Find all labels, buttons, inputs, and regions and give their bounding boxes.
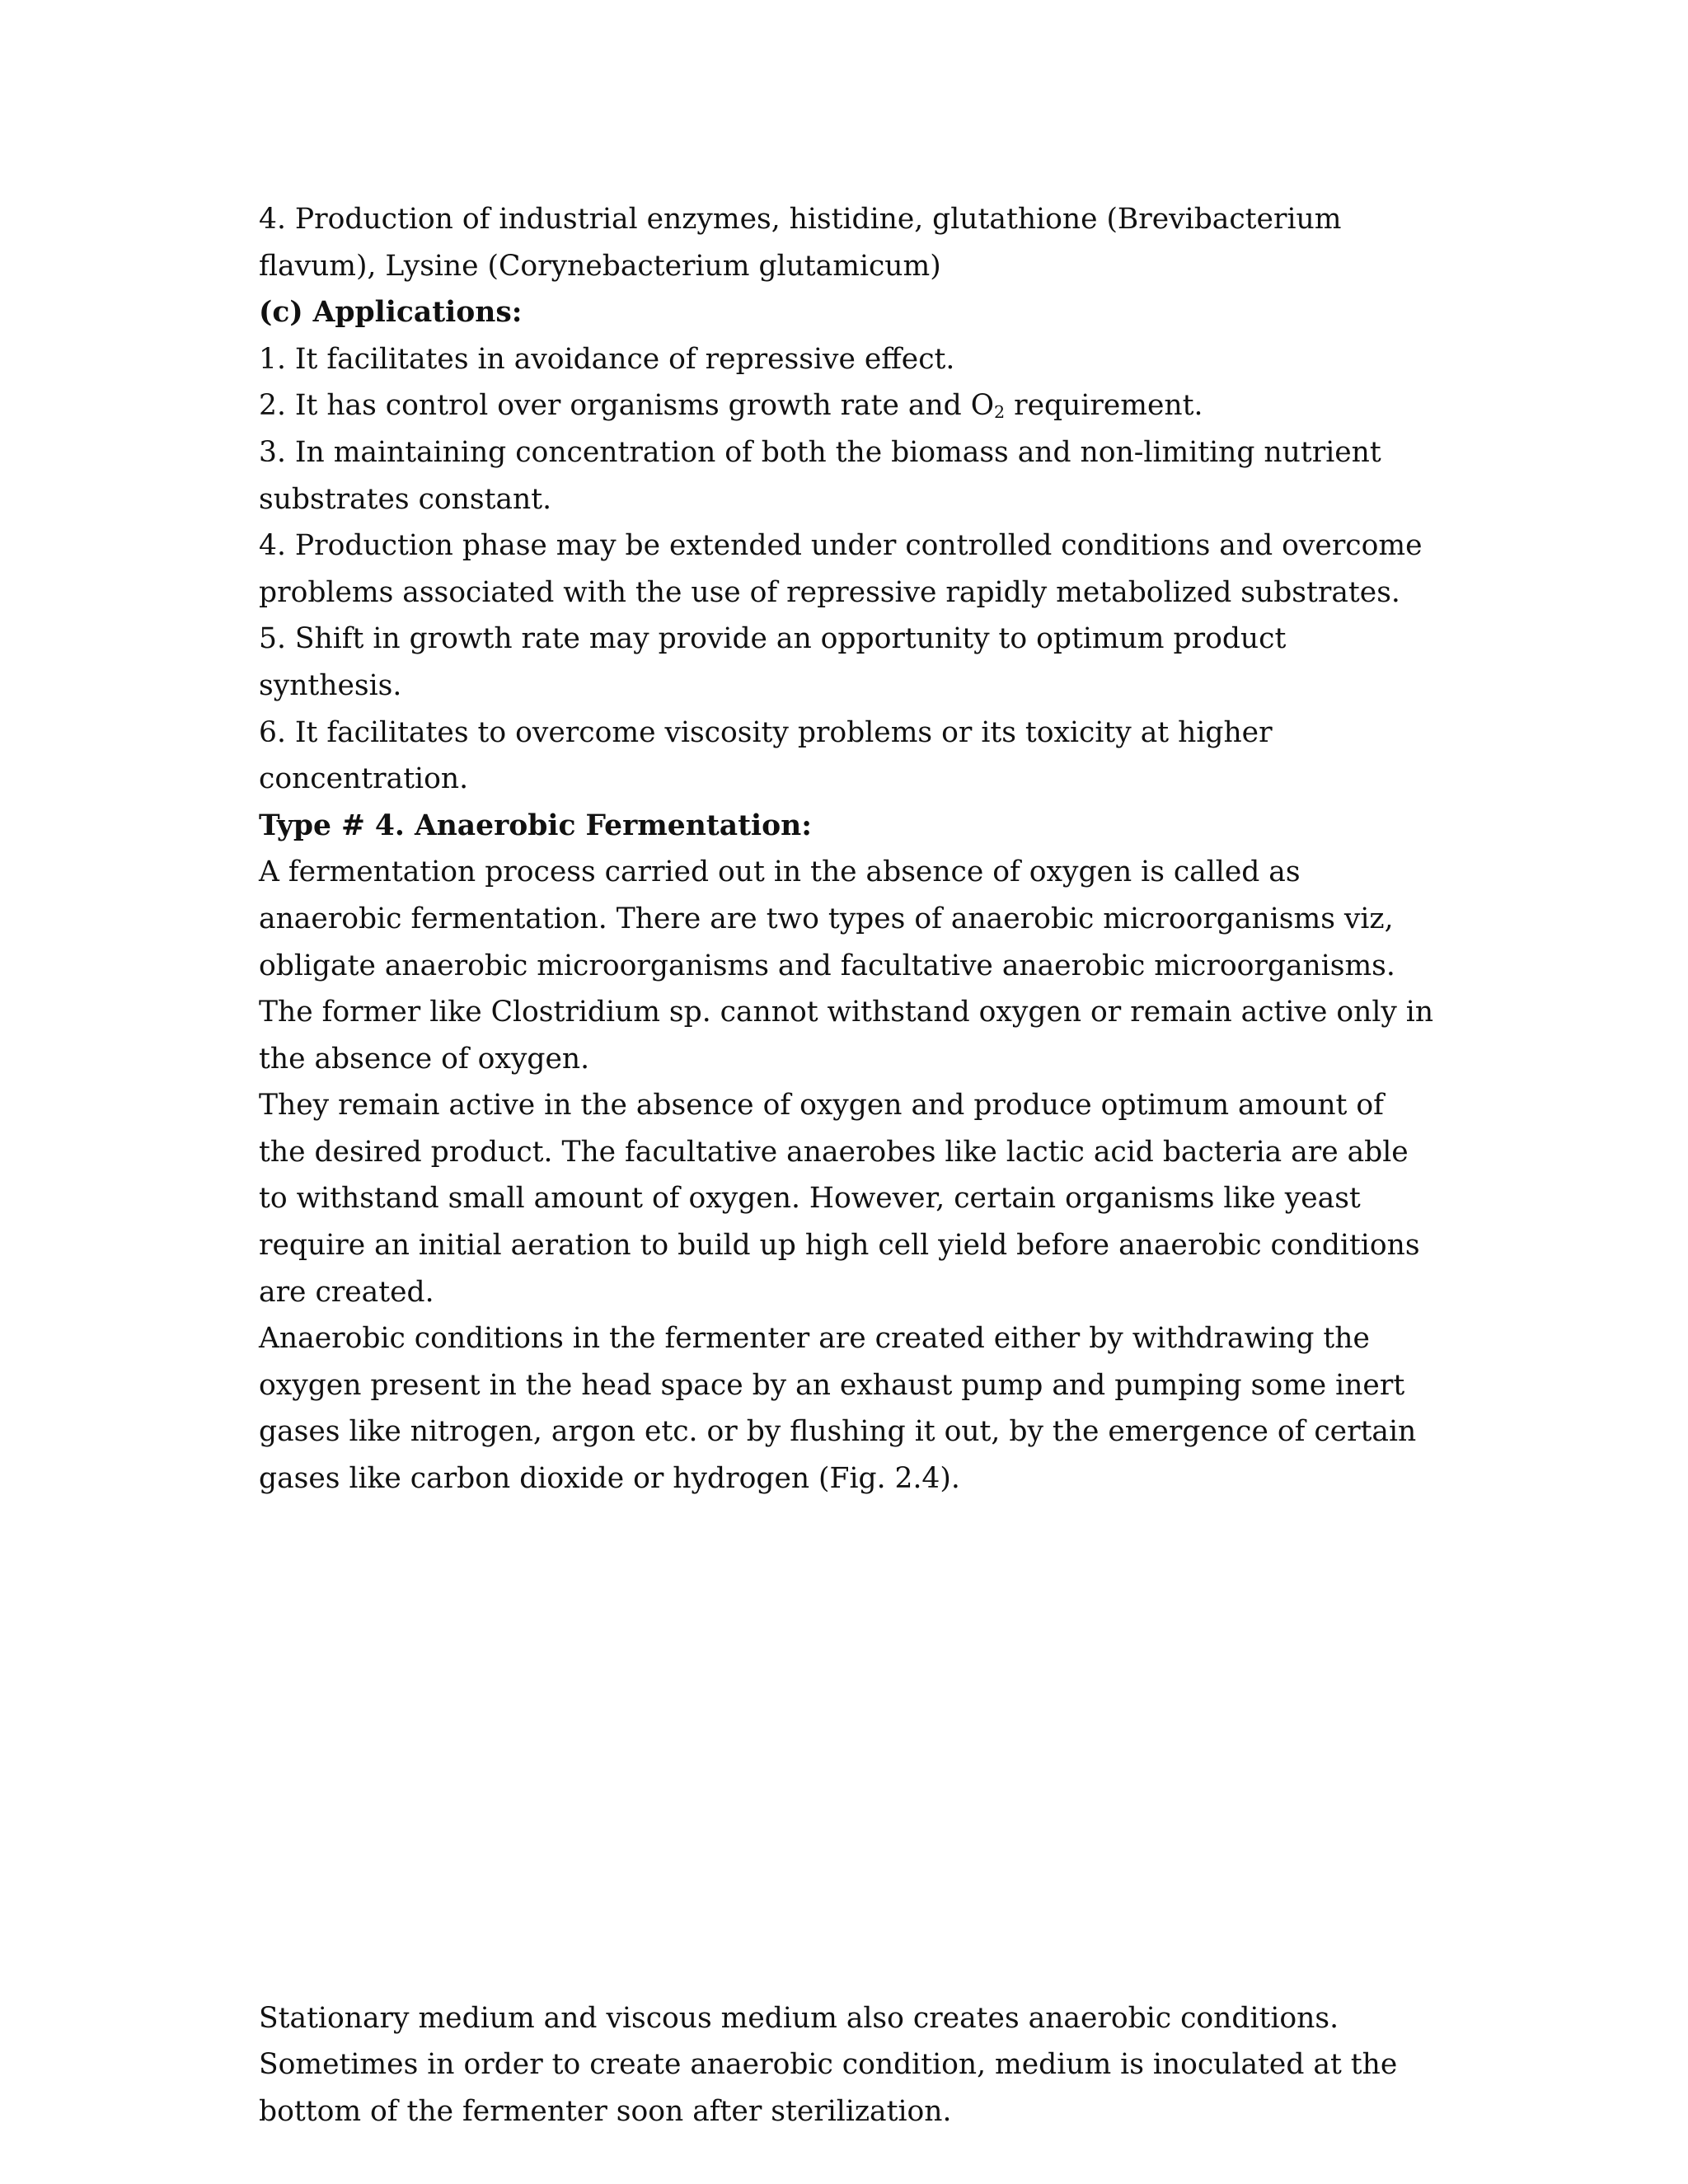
application-item-2-tail: requirement. <box>1005 389 1203 423</box>
figure-placeholder <box>259 1502 1437 1995</box>
anaerobic-paragraph-3: Anaerobic conditions in the fermenter are created either by withdrawing the oxygen present in the head space by an exhaust pump and pumping some inert gases like nitrogen, argon etc. or by flushing it out, by the emergence of certain gases like carbon dioxide or hydrogen (Fig. 2.4). <box>259 1322 1417 1496</box>
application-item-6: 6. It facilitates to overcome viscosity problems or its toxicity at higher concentration. <box>259 715 1273 796</box>
application-item-2 <box>259 382 1437 429</box>
application-item-3: 3. In maintaining concentration of both the biomass and non-limiting nutrient substrates constant. <box>259 435 1381 516</box>
anaerobic-paragraph-1: A fermentation process carried out in the absence of oxygen is called as anaerobic fermentation. There are two types of anaerobic microorganisms viz, obligate anaerobic microorganisms and facultative anaerobic microorganisms. The former like Clostridium sp. cannot withstand oxygen or remain active only in the absence of oxygen. <box>259 855 1434 1076</box>
anaerobic-paragraph-4: Stationary medium and viscous medium also creates anaerobic conditions. Sometimes in order to create anaerobic condition, medium is inoculated at the bottom of the fermenter soon after sterilization. <box>259 2001 1398 2128</box>
applications-heading: (c) Applications: <box>259 296 523 330</box>
document-page <box>259 196 1437 2135</box>
application-item-4: 4. Production phase may be extended under controlled conditions and overcome problems associated with the use of repressive rapidly metabolized substrates. <box>259 529 1423 609</box>
production-item-4: 4. Production of industrial enzymes, histidine, glutathione (Brevibacterium flavum), Lysine (Corynebacterium glutamicum) <box>259 203 1342 283</box>
anaerobic-paragraph-2: They remain active in the absence of oxygen and produce optimum amount of the desired product. The facultative anaerobes like lactic acid bacteria are able to withstand small amount of oxygen. However, certain organisms like yeast require an initial aeration to build up high cell yield before anaerobic conditions are created. <box>259 1089 1420 1309</box>
anaerobic-fermentation-heading: Type # 4. Anaerobic Fermentation: <box>259 808 812 842</box>
oxygen-subscript: 2 <box>994 402 1006 423</box>
application-item-2-text: 2. It has control over organisms growth rate and O <box>259 389 994 423</box>
application-item-5: 5. Shift in growth rate may provide an opportunity to optimum product synthesis. <box>259 622 1287 702</box>
application-item-1: 1. It facilitates in avoidance of repressive effect. <box>259 342 955 376</box>
